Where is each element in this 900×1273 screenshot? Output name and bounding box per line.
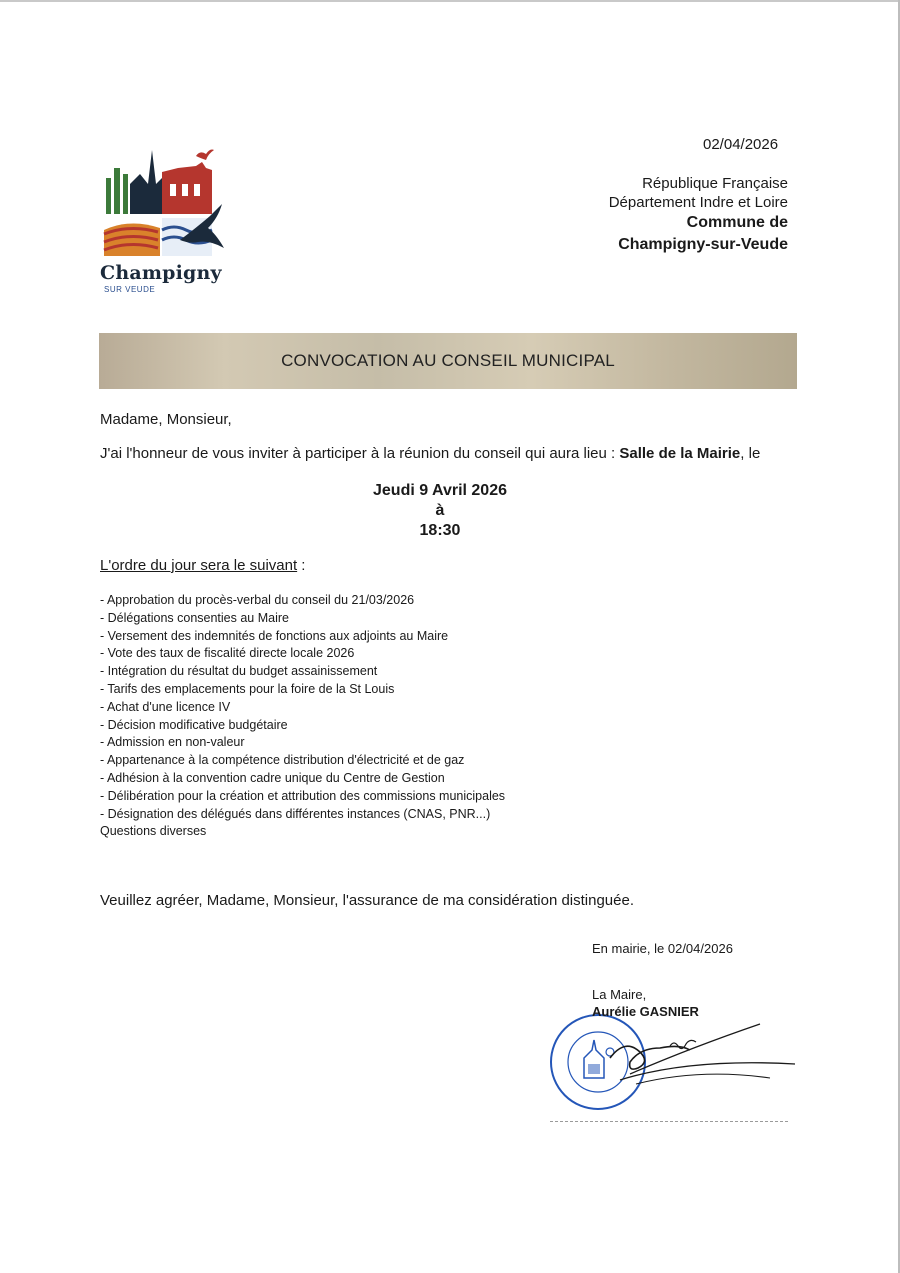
logo-subtitle: SUR VEUDE [104,285,156,294]
agenda-item: - Appartenance à la compétence distribution d'électricité et de gaz [100,753,465,768]
agenda-item: - Versement des indemnités de fonctions aux adjoints au Maire [100,628,449,643]
header-line-departement: Département Indre et Loire [608,194,788,211]
handwritten-signature-icon [570,1018,800,1093]
agenda-item: - Vote des taux de fiscalité directe locale 2026 [100,646,355,661]
invitation-paragraph [100,445,800,462]
meeting-place: Salle de la Mairie [619,445,741,462]
meeting-time: 18:30 [419,522,461,539]
document-date: 02/04/2026 [703,136,779,153]
meeting-at: à [435,502,445,519]
logo-name: Champigny [100,262,222,284]
signature-place-date: En mairie, le 02/04/2026 [592,941,733,956]
header-line-commune-name: Champigny-sur-Veude [618,236,788,253]
title-band [99,333,797,389]
agenda-item: Questions diverses [100,824,207,839]
agenda-intro-label: L'ordre du jour sera le suivant [100,557,298,574]
agenda-item: - Approbation du procès-verbal du conseil du 21/03/2026 [100,593,415,607]
agenda-item: - Achat d'une licence IV [100,699,231,714]
agenda-intro-colon: : [297,557,306,574]
agenda-item: - Désignation des délégués dans différentes instances (CNAS, PNR...) [100,806,491,821]
invitation-suffix: , le [740,445,761,462]
agenda-intro [100,557,305,574]
signature-dashed-line [550,1121,788,1122]
commune-logo [100,144,225,296]
meeting-date: Jeudi 9 Avril 2026 [373,482,507,499]
agenda-item: - Délibération pour la création et attribution des commissions municipales [100,788,506,803]
document-title: CONVOCATION AU CONSEIL MUNICIPAL [281,351,615,370]
agenda-item: - Délégations consenties au Maire [100,610,289,625]
agenda-item: - Tarifs des emplacements pour la foire de la St Louis [100,681,395,696]
invitation-text: J'ai l'honneur de vous inviter à participer à la réunion du conseil qui aura lieu : [100,445,620,462]
header-line-commune: Commune de [686,214,788,231]
mayor-name: Aurélie GASNIER [592,1004,699,1019]
header-line-republique: République Française [642,175,788,192]
scan-edge-top [0,0,900,2]
commune-header [609,174,788,256]
agenda-item: - Admission en non-valeur [100,735,245,750]
mayor-title: La Maire, [592,987,647,1002]
agenda-list [100,592,505,841]
agenda-item: - Intégration du résultat du budget assainissement [100,664,378,679]
closing-formula: Veuillez agréer, Madame, Monsieur, l'assurance de ma considération distinguée. [100,892,635,909]
greeting: Madame, Monsieur, [100,411,232,428]
agenda-item: - Décision modificative budgétaire [100,717,288,732]
logo-emblem-icon [100,144,225,262]
agenda-item: - Adhésion à la convention cadre unique du Centre de Gestion [100,770,445,785]
